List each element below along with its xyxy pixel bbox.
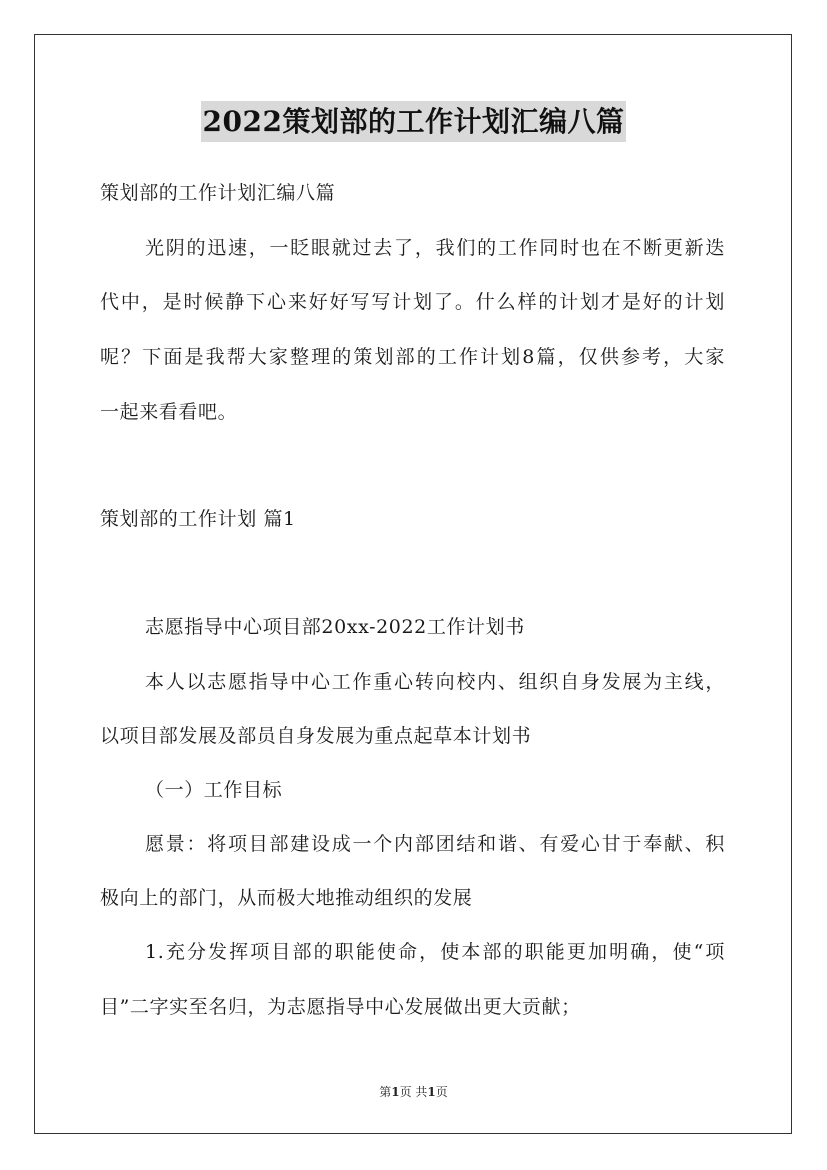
subtitle-line: 策划部的工作计划汇编八篇 [100, 182, 336, 204]
footer-mid: 页 共 [399, 1085, 428, 1099]
footer-suffix: 页 [435, 1085, 448, 1099]
paragraph-line: 以项目部发展及部员自身发展为重点起草本计划书 [100, 725, 532, 747]
paragraph-line: 一起来看看吧。 [100, 401, 238, 423]
paragraph-line: 目”二字实至名归，为志愿指导中心发展做出更大贡献； [100, 996, 581, 1018]
paragraph-line: 极向上的部门，从而极大地推动组织的发展 [100, 887, 473, 909]
subsection-heading: （一）工作目标 [145, 779, 283, 801]
document-title: 2022策划部的工作计划汇编八篇 [201, 101, 627, 142]
paragraph-line: 1.充分发挥项目部的职能使命，使本部的职能更加明确，使“项 [145, 941, 725, 963]
plan-title-line: 志愿指导中心项目部20xx-2022工作计划书 [145, 616, 525, 638]
paragraph-line: 本人以志愿指导中心工作重心转向校内、组织自身发展为主线， [145, 671, 725, 693]
section-heading: 策划部的工作计划 篇1 [100, 508, 296, 530]
paragraph-line: 光阴的迅速，一眨眼就过去了，我们的工作同时也在不断更新迭 [145, 237, 725, 259]
title-container [0, 101, 827, 142]
footer-total-pages: 1 [427, 1085, 436, 1099]
footer-prefix: 第 [379, 1085, 392, 1099]
page-footer [0, 1084, 827, 1100]
paragraph-line: 呢？下面是我帮大家整理的策划部的工作计划8篇，仅供参考，大家 [100, 346, 725, 368]
footer-page-number: 1 [391, 1085, 400, 1099]
paragraph-line: 代中，是时候静下心来好好写写计划了。什么样的计划才是好的计划 [100, 291, 725, 313]
paragraph-line: 愿景：将项目部建设成一个内部团结和谐、有爱心甘于奉献、积 [145, 833, 725, 855]
